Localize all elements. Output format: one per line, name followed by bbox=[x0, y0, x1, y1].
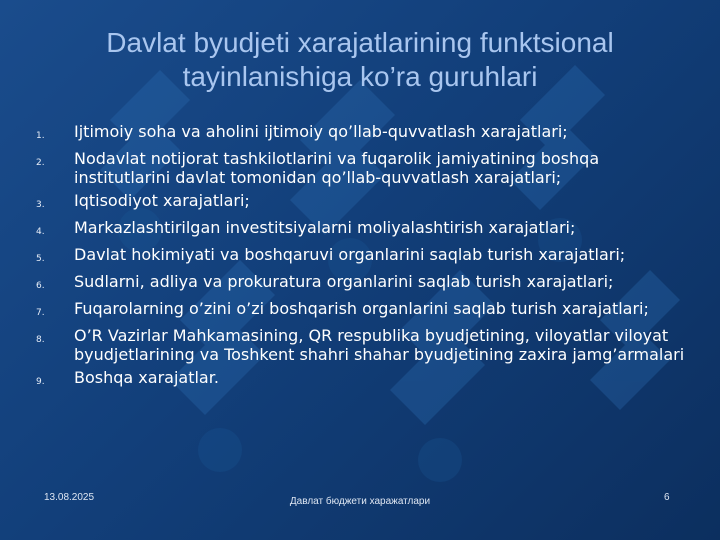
list-item-text: Iqtisodiyot xarajatlari; bbox=[74, 191, 250, 210]
list-item bbox=[36, 122, 696, 145]
list-item-number: 9. bbox=[36, 377, 45, 387]
list-item-number: 5. bbox=[36, 254, 45, 264]
list-item-number: 2. bbox=[36, 158, 45, 168]
list-item bbox=[36, 299, 696, 322]
list-item-text: Davlat hokimiyati va boshqaruvi organlarini saqlab turish xarajatlari; bbox=[74, 245, 626, 264]
list-item bbox=[36, 191, 696, 214]
list-item-number: 1. bbox=[36, 131, 45, 141]
list-item-number: 6. bbox=[36, 281, 45, 291]
footer-date: 13.08.2025 bbox=[44, 492, 95, 503]
list-item-text: Markazlashtirilgan investitsiyalarni moliyalashtirish xarajatlari; bbox=[74, 218, 576, 237]
list-item-text: Nodavlat notijorat tashkilotlarini va fuqarolik jamiyatining boshqa institutlarini davlat tomonidan qo’llab-quvvatlash xarajatlari; bbox=[74, 149, 600, 187]
list-item-number: 3. bbox=[36, 200, 45, 210]
list-item-number: 7. bbox=[36, 308, 45, 318]
list-item bbox=[36, 368, 696, 391]
list-item bbox=[36, 245, 696, 268]
list-item-text: O’R Vazirlar Mahkamasining, QR respublika byudjetining, viloyatlar viloyat byudjetlarining va Toshkent shahri shahar byudjetining zaxira jamg’armalari bbox=[74, 326, 685, 364]
list-item-text: Boshqa xarajatlar. bbox=[74, 368, 219, 387]
list-item-number: 8. bbox=[36, 335, 45, 345]
list-item-text: Ijtimoiy soha va aholini ijtimoiy qo’llab-quvvatlash xarajatlari; bbox=[74, 122, 568, 141]
list-item-number: 4. bbox=[36, 227, 45, 237]
footer-caption: Давлат бюджети харажатлари bbox=[289, 496, 431, 507]
list-item-text: Fuqarolarning o’zini o’zi boshqarish organlarini saqlab turish xarajatlari; bbox=[74, 299, 649, 318]
page-number: 6 bbox=[664, 492, 670, 503]
list-item bbox=[36, 149, 696, 187]
slide-title: Davlat byudjeti xarajatlarining funktsional tayinlanishiga ko’ra guruhlari bbox=[106, 27, 614, 92]
list-item bbox=[36, 326, 696, 364]
list-item-text: Sudlarni, adliya va prokuratura organlarini saqlab turish xarajatlari; bbox=[74, 272, 614, 291]
expense-list bbox=[36, 122, 696, 395]
list-item bbox=[36, 218, 696, 241]
list-item bbox=[36, 272, 696, 295]
